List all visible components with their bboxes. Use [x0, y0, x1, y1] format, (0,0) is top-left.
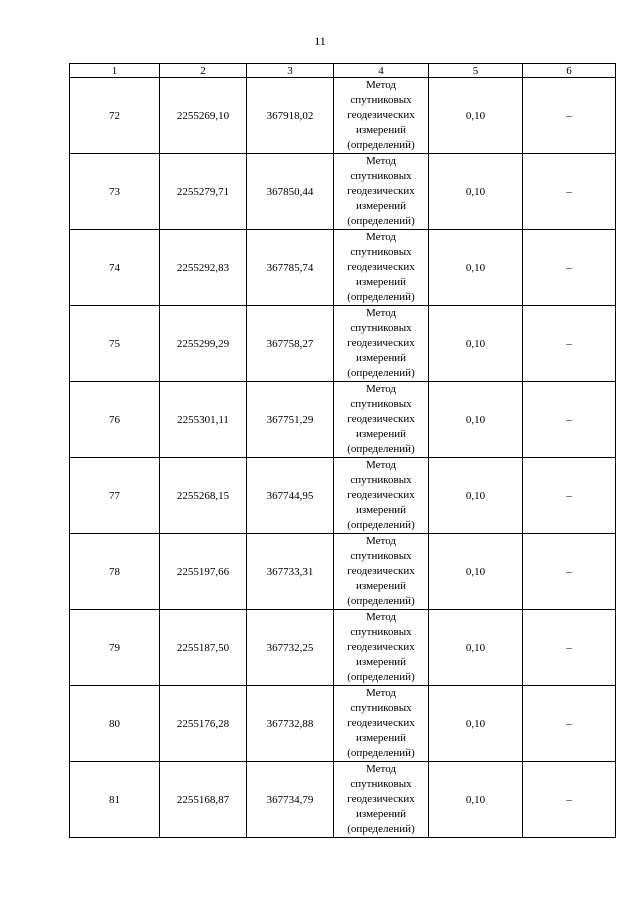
header-cell-6: 6: [523, 64, 616, 78]
y-coordinate-cell: 367751,29: [247, 382, 334, 458]
method-line: спутниковых: [350, 702, 412, 714]
method-line: Метод: [366, 763, 396, 775]
accuracy-cell: 0,10: [429, 78, 523, 154]
coordinates-table: [69, 63, 616, 838]
method-cell: [334, 154, 429, 230]
description-cell: –: [523, 762, 616, 838]
method-line: измерений: [356, 808, 406, 820]
description-cell: –: [523, 230, 616, 306]
method-line: (определений): [347, 671, 415, 683]
header-cell-5: 5: [429, 64, 523, 78]
y-coordinate-cell: 367850,44: [247, 154, 334, 230]
table-row: [70, 610, 616, 686]
point-number-cell: 80: [70, 686, 160, 762]
method-line: измерений: [356, 124, 406, 136]
header-cell-3: 3: [247, 64, 334, 78]
method-line: измерений: [356, 200, 406, 212]
method-line: (определений): [347, 747, 415, 759]
table-row: [70, 762, 616, 838]
method-cell: [334, 230, 429, 306]
method-line: (определений): [347, 519, 415, 531]
method-line: спутниковых: [350, 94, 412, 106]
y-coordinate-cell: 367732,88: [247, 686, 334, 762]
method-cell: [334, 458, 429, 534]
description-cell: –: [523, 382, 616, 458]
accuracy-cell: 0,10: [429, 154, 523, 230]
y-coordinate-cell: 367758,27: [247, 306, 334, 382]
description-cell: –: [523, 306, 616, 382]
method-line: Метод: [366, 687, 396, 699]
header-cell-4: 4: [334, 64, 429, 78]
point-number-cell: 76: [70, 382, 160, 458]
method-line: (определений): [347, 291, 415, 303]
y-coordinate-cell: 367744,95: [247, 458, 334, 534]
page-number: 11: [314, 34, 326, 48]
method-line: Метод: [366, 79, 396, 91]
method-cell: [334, 686, 429, 762]
method-line: (определений): [347, 823, 415, 835]
method-line: измерений: [356, 504, 406, 516]
point-number-cell: 79: [70, 610, 160, 686]
description-cell: –: [523, 686, 616, 762]
method-line: спутниковых: [350, 626, 412, 638]
header-cell-2: 2: [160, 64, 247, 78]
method-line: геодезических: [347, 185, 415, 197]
y-coordinate-cell: 367785,74: [247, 230, 334, 306]
method-line: спутниковых: [350, 322, 412, 334]
method-line: Метод: [366, 155, 396, 167]
description-cell: –: [523, 154, 616, 230]
method-cell: [334, 382, 429, 458]
point-number-cell: 74: [70, 230, 160, 306]
method-line: измерений: [356, 428, 406, 440]
method-line: геодезических: [347, 337, 415, 349]
table-header-row: [70, 64, 616, 78]
description-cell: –: [523, 458, 616, 534]
method-line: геодезических: [347, 109, 415, 121]
method-line: (определений): [347, 215, 415, 227]
x-coordinate-cell: 2255301,11: [160, 382, 247, 458]
method-line: геодезических: [347, 565, 415, 577]
y-coordinate-cell: 367734,79: [247, 762, 334, 838]
method-line: геодезических: [347, 793, 415, 805]
x-coordinate-cell: 2255292,83: [160, 230, 247, 306]
table-row: [70, 78, 616, 154]
method-line: спутниковых: [350, 246, 412, 258]
method-line: спутниковых: [350, 778, 412, 790]
description-cell: –: [523, 610, 616, 686]
header-cell-1: 1: [70, 64, 160, 78]
method-line: спутниковых: [350, 170, 412, 182]
x-coordinate-cell: 2255268,15: [160, 458, 247, 534]
x-coordinate-cell: 2255269,10: [160, 78, 247, 154]
method-line: измерений: [356, 580, 406, 592]
method-line: геодезических: [347, 261, 415, 273]
table-row: [70, 458, 616, 534]
table-row: [70, 154, 616, 230]
method-cell: [334, 78, 429, 154]
method-line: Метод: [366, 535, 396, 547]
table-body: [70, 78, 616, 838]
point-number-cell: 78: [70, 534, 160, 610]
x-coordinate-cell: 2255279,71: [160, 154, 247, 230]
y-coordinate-cell: 367733,31: [247, 534, 334, 610]
method-cell: [334, 534, 429, 610]
accuracy-cell: 0,10: [429, 306, 523, 382]
y-coordinate-cell: 367732,25: [247, 610, 334, 686]
accuracy-cell: 0,10: [429, 458, 523, 534]
x-coordinate-cell: 2255197,66: [160, 534, 247, 610]
point-number-cell: 72: [70, 78, 160, 154]
method-line: Метод: [366, 459, 396, 471]
method-line: спутниковых: [350, 474, 412, 486]
method-line: (определений): [347, 443, 415, 455]
method-line: измерений: [356, 656, 406, 668]
method-cell: [334, 306, 429, 382]
table-row: [70, 686, 616, 762]
method-line: Метод: [366, 231, 396, 243]
accuracy-cell: 0,10: [429, 762, 523, 838]
method-line: Метод: [366, 307, 396, 319]
method-line: измерений: [356, 276, 406, 288]
accuracy-cell: 0,10: [429, 230, 523, 306]
accuracy-cell: 0,10: [429, 382, 523, 458]
method-line: геодезических: [347, 641, 415, 653]
method-cell: [334, 610, 429, 686]
method-line: измерений: [356, 732, 406, 744]
accuracy-cell: 0,10: [429, 534, 523, 610]
description-cell: –: [523, 534, 616, 610]
method-line: геодезических: [347, 413, 415, 425]
point-number-cell: 73: [70, 154, 160, 230]
method-line: Метод: [366, 383, 396, 395]
method-line: (определений): [347, 595, 415, 607]
point-number-cell: 75: [70, 306, 160, 382]
x-coordinate-cell: 2255299,29: [160, 306, 247, 382]
method-line: спутниковых: [350, 550, 412, 562]
table-row: [70, 382, 616, 458]
point-number-cell: 81: [70, 762, 160, 838]
method-line: (определений): [347, 139, 415, 151]
method-line: (определений): [347, 367, 415, 379]
table-row: [70, 534, 616, 610]
table-row: [70, 306, 616, 382]
x-coordinate-cell: 2255176,28: [160, 686, 247, 762]
accuracy-cell: 0,10: [429, 686, 523, 762]
method-line: измерений: [356, 352, 406, 364]
description-cell: –: [523, 78, 616, 154]
point-number-cell: 77: [70, 458, 160, 534]
table-row: [70, 230, 616, 306]
method-line: геодезических: [347, 717, 415, 729]
method-line: геодезических: [347, 489, 415, 501]
accuracy-cell: 0,10: [429, 610, 523, 686]
method-cell: [334, 762, 429, 838]
y-coordinate-cell: 367918,02: [247, 78, 334, 154]
x-coordinate-cell: 2255168,87: [160, 762, 247, 838]
x-coordinate-cell: 2255187,50: [160, 610, 247, 686]
method-line: спутниковых: [350, 398, 412, 410]
method-line: Метод: [366, 611, 396, 623]
